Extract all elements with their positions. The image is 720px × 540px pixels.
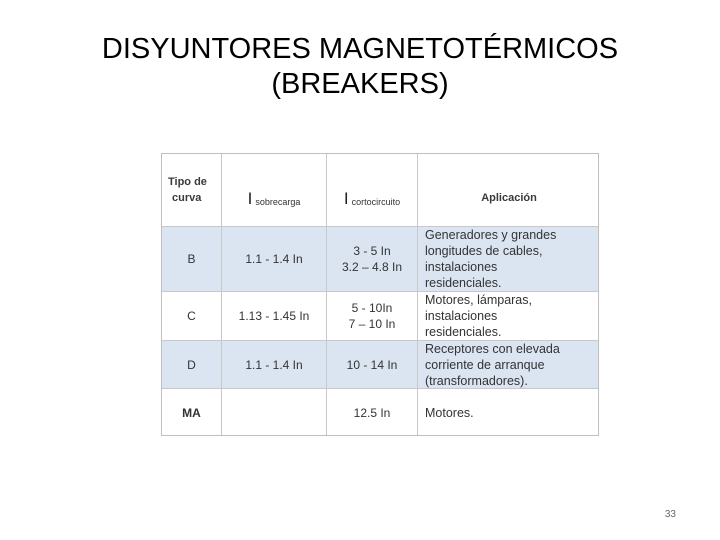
row-d-sobrecarga: 1.1 - 1.4 In bbox=[245, 357, 303, 372]
page-number: 33 bbox=[664, 509, 676, 520]
row-ma-sobrecarga bbox=[222, 389, 326, 436]
row-c-cortocircuito-line2: 7 – 10 In bbox=[348, 317, 396, 331]
header-tipo-line2: curva bbox=[172, 192, 202, 204]
row-b-cortocircuito-line1: 3 - 5 In bbox=[353, 244, 391, 258]
row-c-cortocircuito bbox=[327, 292, 417, 340]
row-b-cortocircuito-line2: 3.2 – 4.8 In bbox=[341, 260, 403, 274]
row-c-curve: C bbox=[187, 309, 196, 323]
row-d-curve: D bbox=[187, 357, 196, 372]
row-d-aplicacion bbox=[418, 341, 600, 388]
title-line-1: DISYUNTORES MAGNETOTÉRMICOS bbox=[101, 33, 619, 65]
row-c-app-line3: residenciales. bbox=[425, 325, 502, 339]
row-c-cortocircuito-line1: 5 - 10In bbox=[351, 301, 393, 315]
row-b-app-line2: longitudes de cables, bbox=[425, 244, 543, 258]
header-aplicacion: Aplicación bbox=[481, 192, 537, 204]
row-d-app-line2: corriente de arranque bbox=[425, 357, 545, 372]
slide-title bbox=[0, 32, 720, 102]
breaker-curves-table bbox=[161, 153, 599, 436]
row-b-aplicacion bbox=[418, 227, 600, 291]
row-ma-cortocircuito: 12.5 In bbox=[353, 405, 391, 420]
row-b-curve: B bbox=[187, 252, 196, 266]
header-i-cortocircuito-sub: cortocircuito bbox=[351, 197, 401, 207]
row-b-app-line1: Generadores y grandes bbox=[425, 228, 557, 242]
row-ma-aplicacion: Motores. bbox=[425, 405, 474, 420]
title-line-2: (BREAKERS) bbox=[271, 68, 449, 100]
row-b-cortocircuito bbox=[327, 227, 417, 291]
row-c-aplicacion bbox=[418, 292, 600, 340]
row-d-cortocircuito: 10 - 14 In bbox=[346, 357, 398, 372]
header-i-cortocircuito-symbol: I bbox=[343, 189, 349, 208]
row-b-sobrecarga: 1.1 - 1.4 In bbox=[245, 252, 303, 266]
row-b-app-line4: residenciales. bbox=[425, 276, 502, 290]
header-tipo-curva bbox=[162, 154, 221, 226]
row-d-app-line1: Receptores con elevada bbox=[425, 341, 560, 356]
row-c-sobrecarga: 1.13 - 1.45 In bbox=[238, 309, 310, 323]
header-i-sobrecarga-sub: sobrecarga bbox=[255, 197, 301, 207]
row-b-app-line3: instalaciones bbox=[425, 260, 498, 274]
header-tipo-line1: Tipo de bbox=[168, 176, 207, 188]
row-c-app-line2: instalaciones bbox=[425, 309, 498, 323]
header-i-sobrecarga-symbol: I bbox=[247, 189, 253, 208]
row-ma-curve: MA bbox=[182, 405, 201, 420]
row-c-app-line1: Motores, lámparas, bbox=[425, 293, 532, 307]
row-d-app-line3: (transformadores). bbox=[425, 373, 528, 388]
